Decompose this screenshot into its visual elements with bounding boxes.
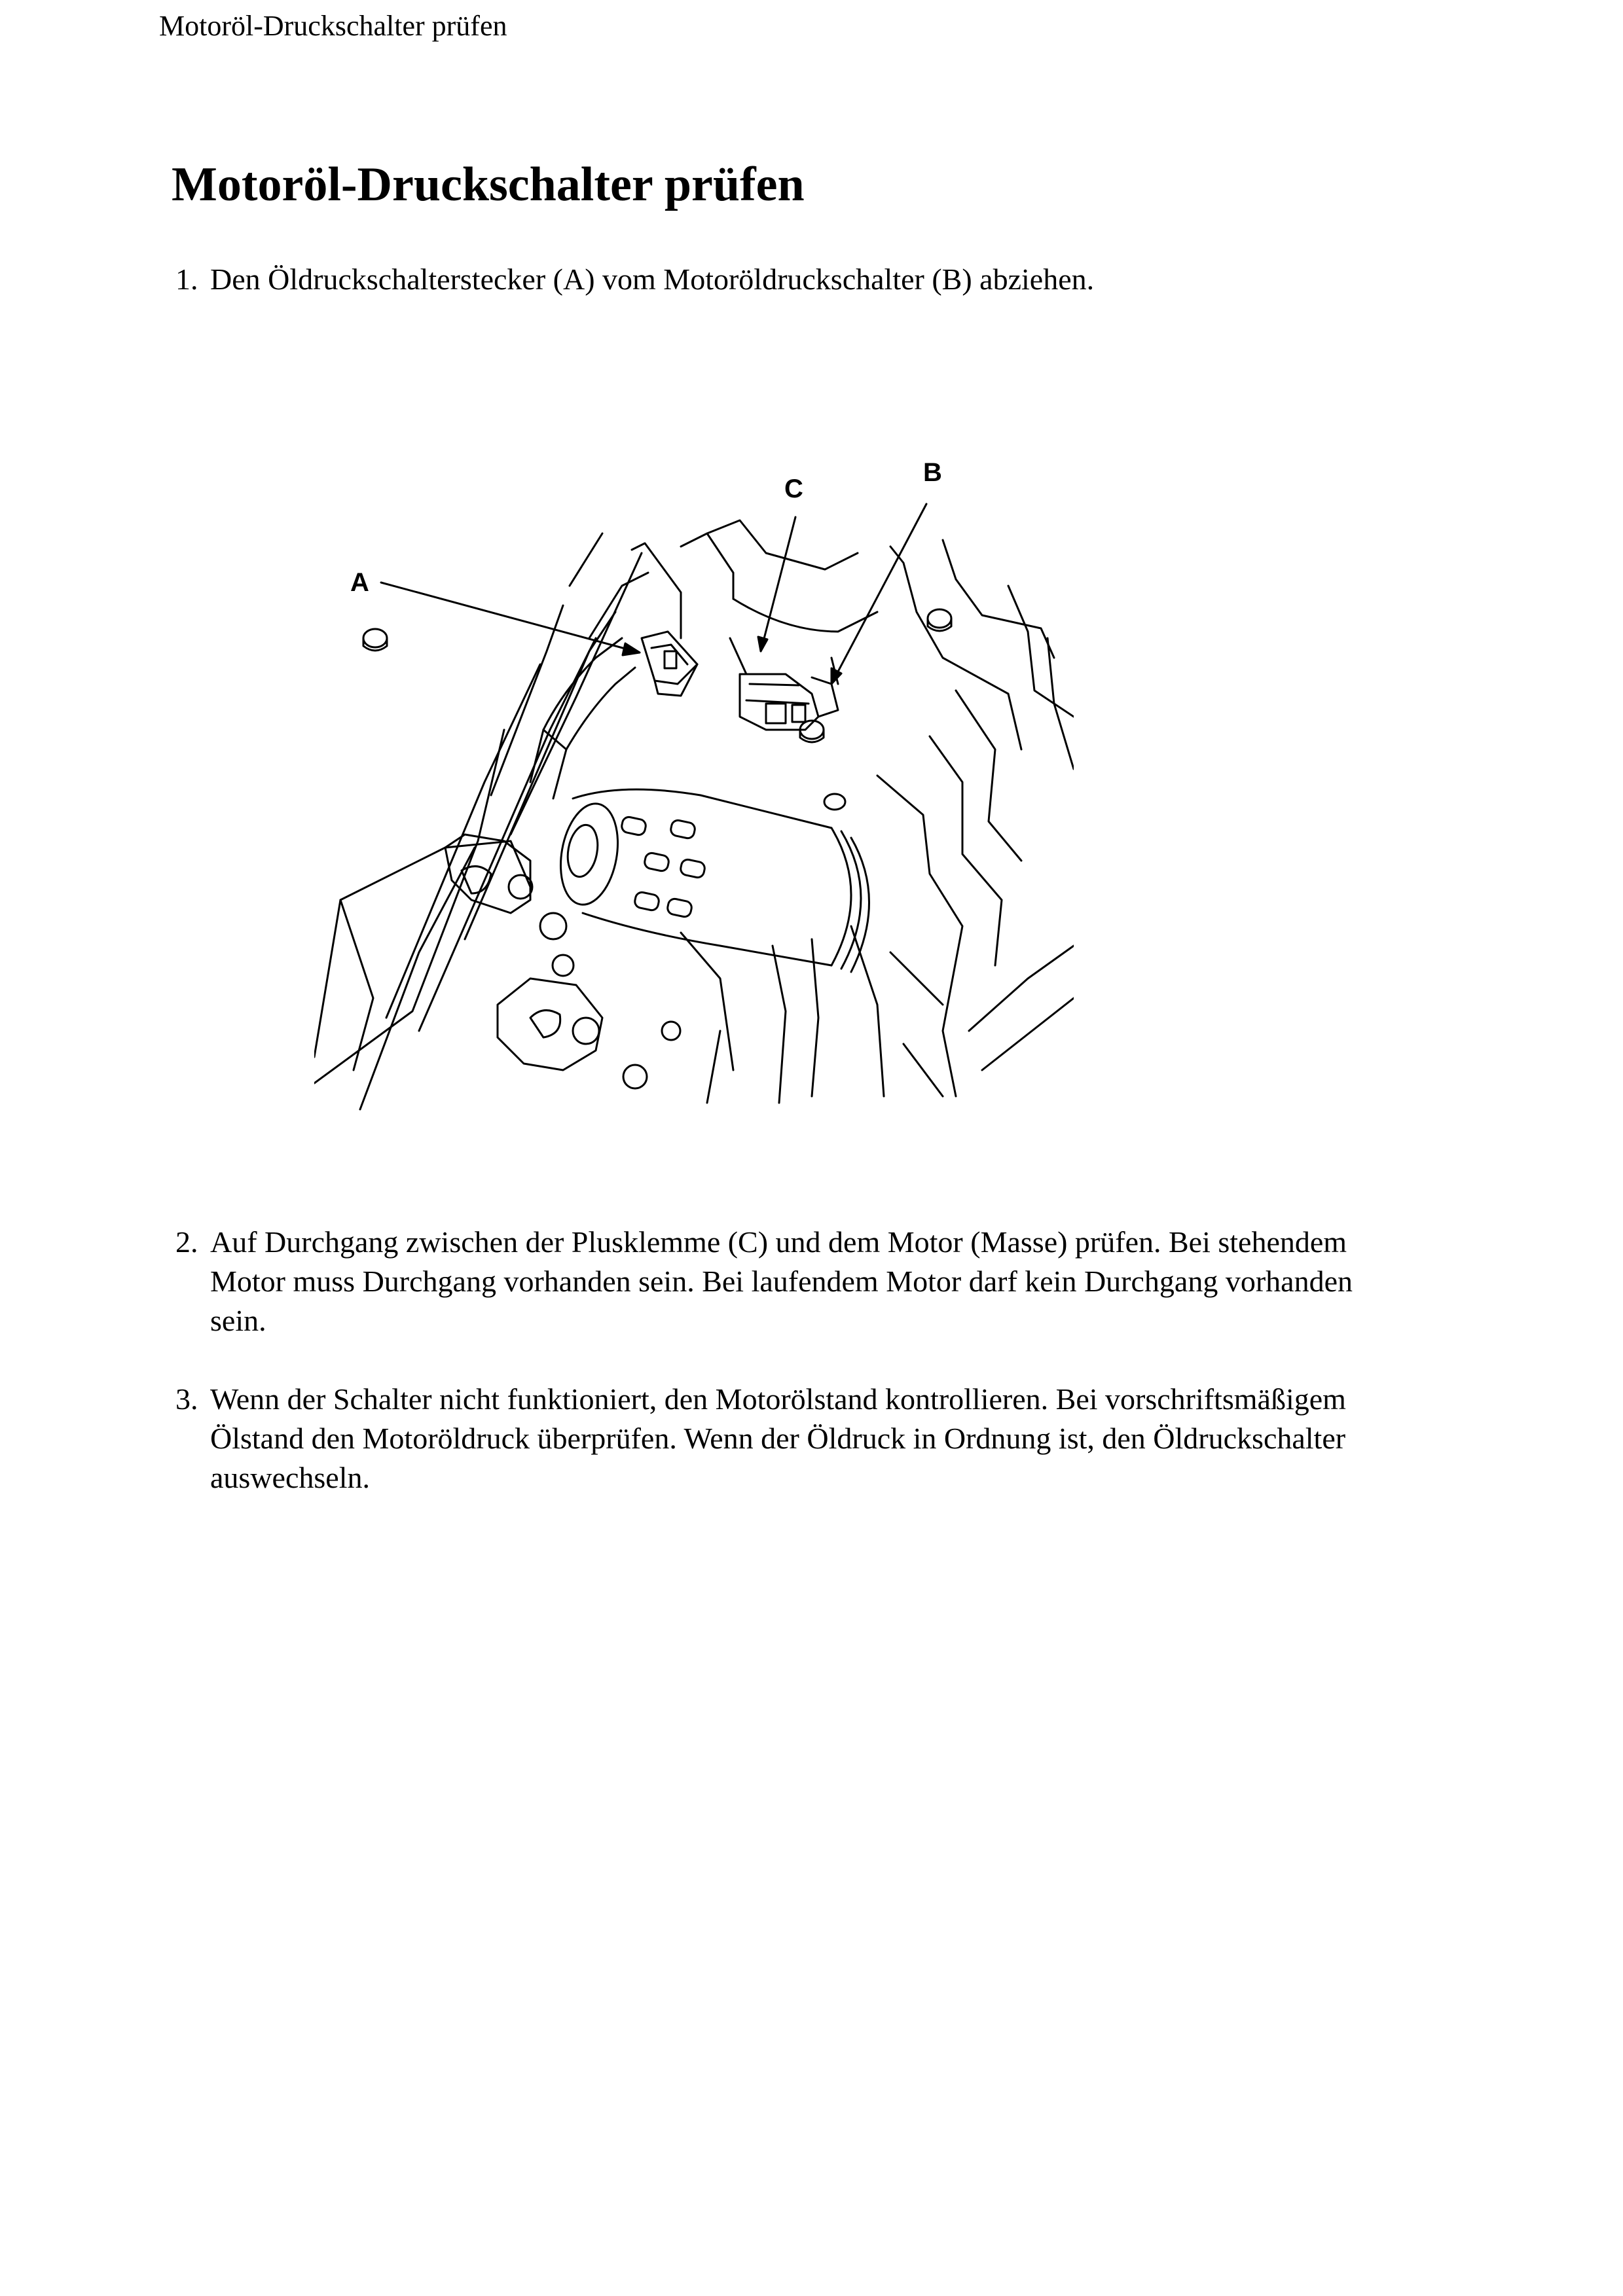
page-title: Motoröl-Druckschalter prüfen xyxy=(172,158,805,211)
connector-a xyxy=(642,632,697,696)
callout-label-b: B xyxy=(923,458,942,487)
leader-lines xyxy=(381,504,926,684)
step-number: 3. xyxy=(175,1382,198,1416)
step-number: 2. xyxy=(175,1225,198,1259)
step-text: Auf Durchgang zwischen der Plusklemme (C) und dem Motor (Masse) prüfen. Bei stehendem Motor muss Durchgang vorhanden sein. Bei laufendem Motor darf kein Durchgang vorhanden sein. xyxy=(210,1225,1353,1337)
step-number: 1. xyxy=(175,262,198,296)
step-2 xyxy=(175,1223,1472,1340)
step-text: Wenn der Schalter nicht funktioniert, den Motorölstand kontrollieren. Bei vorschriftsmäßigem Ölstand den Motoröldruck überprüfen. Wenn der Öldruck in Ordnung ist, den Öldruckschalter auswechseln. xyxy=(210,1382,1346,1494)
oil-pressure-switch-illustration xyxy=(314,442,1074,1116)
oil-pressure-switch-b xyxy=(730,638,838,730)
engine-block-lines xyxy=(314,520,1074,1109)
step-text: Den Öldruckschalterstecker (A) vom Motoröldruckschalter (B) abziehen. xyxy=(210,262,1095,296)
callout-label-a: A xyxy=(350,568,369,597)
running-header: Motoröl-Druckschalter prüfen xyxy=(159,10,507,42)
callout-label-c: C xyxy=(784,475,803,503)
oil-filter xyxy=(553,789,869,972)
step-3 xyxy=(175,1380,1472,1498)
step-1 xyxy=(175,260,1472,299)
